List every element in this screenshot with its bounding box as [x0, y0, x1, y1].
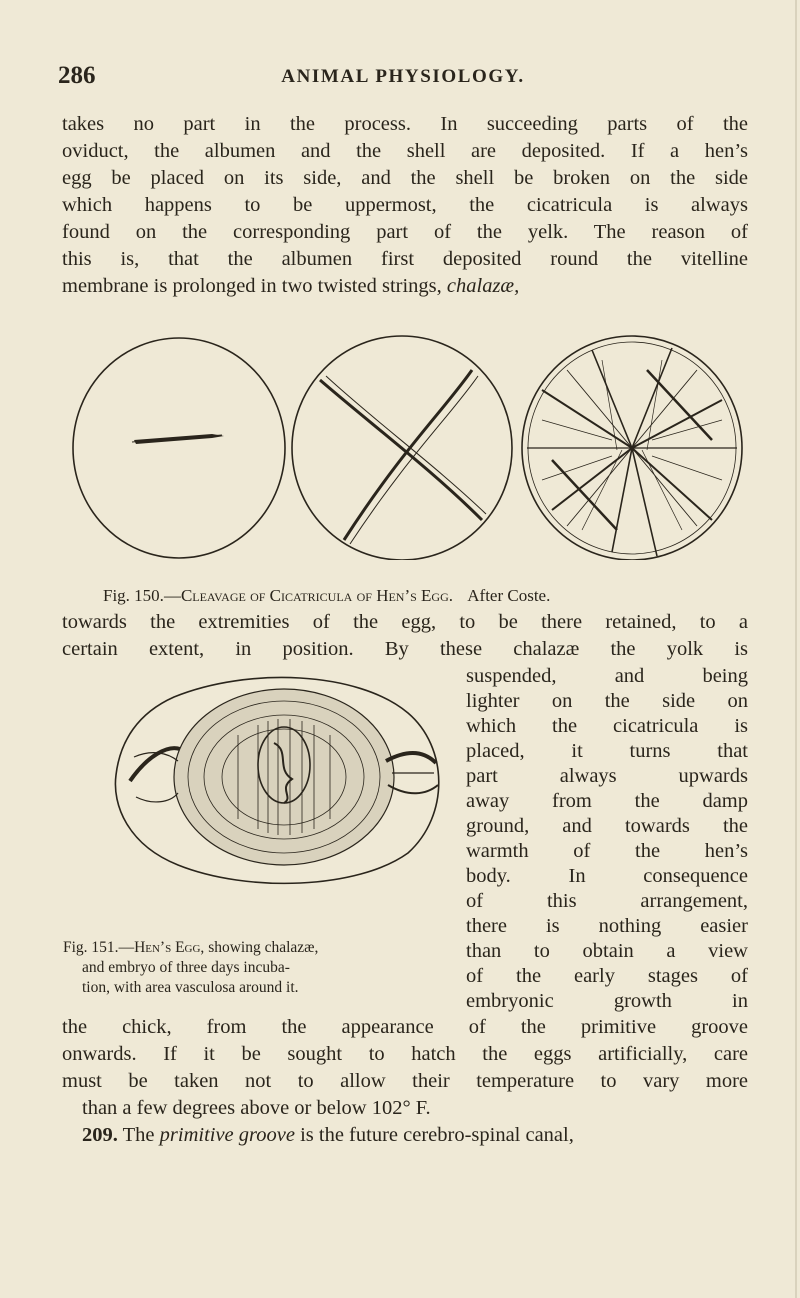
- figure-number: Fig. 150.: [103, 586, 164, 605]
- text-line: of this arrangement,: [466, 890, 748, 912]
- section-number: 209.: [82, 1124, 118, 1146]
- text-line: suspended, and being: [466, 665, 748, 687]
- text-line: found on the corresponding part of the yelk. The reason of: [62, 221, 748, 243]
- text-line: ground, and towards the: [466, 815, 748, 837]
- text-line: this is, that the albumen first deposited round the vitelline: [62, 248, 748, 270]
- section-209: [82, 1123, 768, 1147]
- text-line: towards the extremities of the egg, to be there retained, to a: [62, 611, 748, 633]
- page-header: [58, 62, 748, 92]
- cleavage-stage-3: [522, 336, 742, 560]
- text-line: body. In consequence: [466, 865, 748, 887]
- page-number: 286: [58, 62, 96, 89]
- text-line: warmth of the hen’s: [466, 840, 748, 862]
- figure-title: —Cleavage of Cicatricula of Hen’s Egg.: [163, 586, 454, 605]
- figure-151: [108, 665, 460, 895]
- text-line: of the early stages of: [466, 965, 748, 987]
- text-line: which happens to be uppermost, the cicatricula is always: [62, 194, 748, 216]
- running-head: ANIMAL PHYSIOLOGY.: [281, 66, 525, 87]
- text-line: part always upwards: [466, 765, 748, 787]
- text-line: [62, 274, 748, 298]
- italic-term: primitive groove: [159, 1124, 295, 1146]
- text-line: placed, it turns that: [466, 740, 748, 762]
- figure-151-caption: [63, 938, 318, 958]
- text-line: takes no part in the process. In succeeding parts of the: [62, 113, 748, 135]
- text-line: egg be placed on its side, and the shell be broken on the side: [62, 167, 748, 189]
- text-line: must be taken not to allow their temperature to vary more: [62, 1070, 748, 1092]
- figure-150: [72, 330, 752, 560]
- text-segment: membrane is prolonged in two twisted strings,: [62, 275, 442, 297]
- text-segment: is the future cerebro-spinal canal,: [300, 1124, 574, 1146]
- cleavage-stage-2: [292, 336, 512, 560]
- figure-title: —Hen’s Egg,: [118, 939, 205, 956]
- text-line: than to obtain a view: [466, 940, 748, 962]
- figure-150-caption: [103, 586, 550, 606]
- figure-caption-text: showing chalazæ,: [208, 939, 319, 956]
- italic-term: chalazæ,: [446, 275, 520, 297]
- figure-credit: After Coste.: [467, 586, 551, 605]
- figure-number: Fig. 151.: [63, 939, 119, 956]
- text-line: onwards. If it be sought to hatch the eggs artificially, care: [62, 1043, 748, 1065]
- figure-151-caption-line: and embryo of three days incuba-: [82, 959, 290, 976]
- cleavage-stage-1: [73, 338, 285, 558]
- text-line: embryonic growth in: [466, 990, 748, 1012]
- text-line: lighter on the side on: [466, 690, 748, 712]
- text-line: which the cicatricula is: [466, 715, 748, 737]
- text-line: away from the damp: [466, 790, 748, 812]
- text-line: certain extent, in position. By these chalazæ the yolk is: [62, 638, 748, 660]
- figure-151-caption-line: tion, with area vasculosa around it.: [82, 979, 299, 996]
- text-line: there is nothing easier: [466, 915, 748, 937]
- text-segment: The: [122, 1124, 155, 1146]
- page-edge: [795, 0, 797, 1298]
- text-line: the chick, from the appearance of the primitive groove: [62, 1016, 748, 1038]
- text-line: than a few degrees above or below 102° F.: [82, 1097, 431, 1119]
- text-line: oviduct, the albumen and the shell are deposited. If a hen’s: [62, 140, 748, 162]
